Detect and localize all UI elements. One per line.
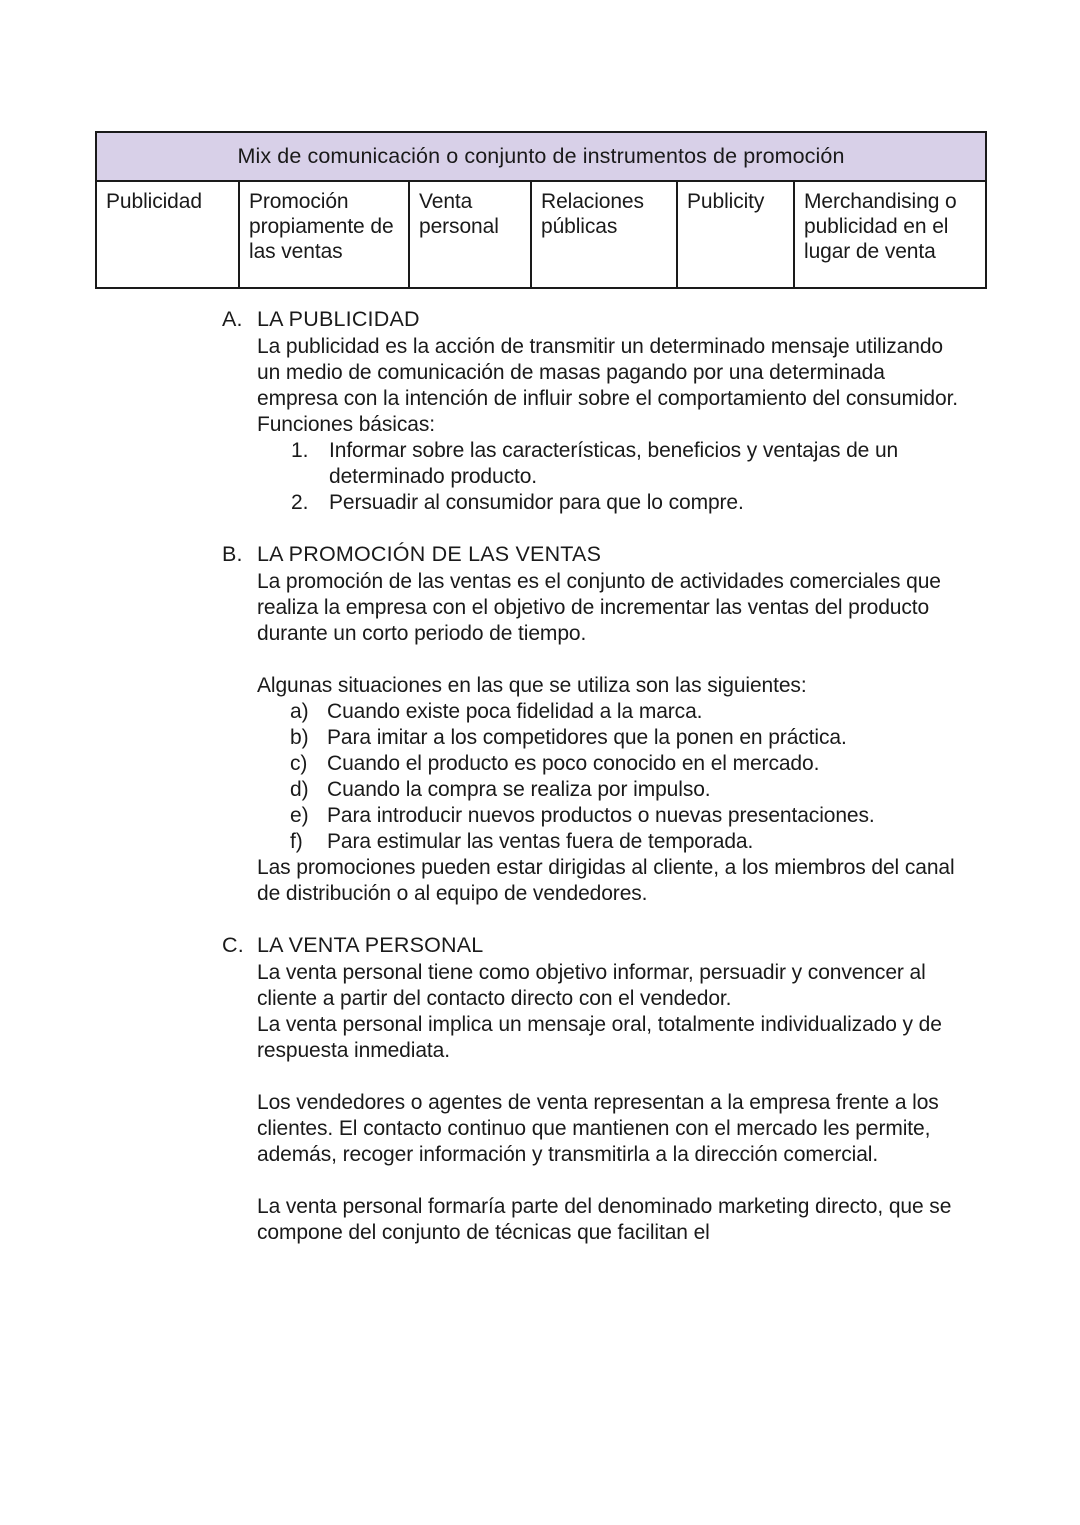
section-b-list <box>257 699 962 855</box>
section-a-paragraph-2: Funciones básicas: <box>257 413 435 436</box>
section-b-marker: B. <box>222 542 243 566</box>
list-marker: d) <box>290 778 309 801</box>
list-item <box>257 699 962 725</box>
list-item <box>257 803 962 829</box>
list-item-text: Para estimular las ventas fuera de temporada. <box>327 830 754 853</box>
table-cell-venta-personal: Venta personal <box>409 181 531 288</box>
section-b-paragraph-1: La promoción de las ventas es el conjunto de actividades comerciales que realiza la empresa con el objetivo de incrementar las ventas del producto durante un corto periodo de tiempo. <box>257 570 941 645</box>
section-c-paragraph-1: La venta personal tiene como objetivo informar, persuadir y convencer al cliente a partir del contacto directo con el vendedor. <box>257 961 926 1010</box>
section-c-heading <box>222 931 962 960</box>
section-c-paragraph-4: La venta personal formaría parte del denominado marketing directo, que se compone del conjunto de técnicas que facilitan el <box>257 1195 952 1244</box>
table-cell-publicidad: Publicidad <box>96 181 239 288</box>
list-item <box>257 751 962 777</box>
section-b-heading <box>222 540 962 569</box>
section-c-paragraph-3: Los vendedores o agentes de venta representan a la empresa frente a los clientes. El contacto continuo que mantienen con el mercado les permite, además, recoger información y transmitirla a la dirección comercial. <box>257 1091 939 1166</box>
list-item-text: Informar sobre las características, beneficios y ventajas de un determinado producto. <box>329 439 899 488</box>
list-item-text: Persuadir al consumidor para que lo compre. <box>329 491 744 514</box>
table-cell-publicity: Publicity <box>677 181 794 288</box>
list-item-text: Cuando existe poca fidelidad a la marca. <box>327 700 703 723</box>
section-a-paragraph-1: La publicidad es la acción de transmitir un determinado mensaje utilizando un medio de comunicación de masas pagando por una determinada empresa con la intención de influir sobre el comportamiento del consumidor. <box>257 335 959 410</box>
list-item <box>257 438 962 490</box>
list-marker: c) <box>290 752 308 775</box>
table-header-title: Mix de comunicación o conjunto de instrumentos de promoción <box>96 132 986 181</box>
list-item <box>257 725 962 751</box>
list-item-text: Cuando el producto es poco conocido en el mercado. <box>327 752 820 775</box>
table-row <box>96 181 986 288</box>
section-b <box>222 540 962 907</box>
section-a <box>222 305 962 516</box>
section-c <box>222 931 962 1246</box>
list-marker: b) <box>290 726 309 749</box>
list-item-text: Para imitar a los competidores que la ponen en práctica. <box>327 726 847 749</box>
section-b-closing-paragraph: Las promociones pueden estar dirigidas al cliente, a los miembros del canal de distribución o al equipo de vendedores. <box>257 856 955 905</box>
section-a-title: LA PUBLICIDAD <box>257 307 420 331</box>
list-marker: a) <box>290 700 309 723</box>
table-cell-relaciones-publicas: Relaciones públicas <box>531 181 677 288</box>
table-header-row <box>96 132 986 181</box>
list-item <box>257 829 962 855</box>
document-body <box>222 305 962 1246</box>
list-marker: 2. <box>291 491 309 514</box>
list-marker: f) <box>290 830 303 853</box>
section-a-content <box>222 334 962 516</box>
list-item-text: Para introducir nuevos productos o nuevas presentaciones. <box>327 804 875 827</box>
mix-comunicacion-table <box>95 131 987 289</box>
section-c-content <box>222 960 962 1246</box>
section-b-paragraph-2: Algunas situaciones en las que se utiliza son las siguientes: <box>257 674 807 697</box>
list-marker: e) <box>290 804 309 827</box>
section-a-heading <box>222 305 962 334</box>
section-b-content <box>222 569 962 907</box>
section-c-marker: C. <box>222 933 244 957</box>
list-item <box>257 490 962 516</box>
section-c-paragraph-2: La venta personal implica un mensaje oral, totalmente individualizado y de respuesta inmediata. <box>257 1013 942 1062</box>
table-cell-promocion-ventas: Promoción propiamente de las ventas <box>239 181 409 288</box>
section-a-list <box>257 438 962 516</box>
section-a-marker: A. <box>222 307 243 331</box>
section-c-title: LA VENTA PERSONAL <box>257 933 484 957</box>
list-item-text: Cuando la compra se realiza por impulso. <box>327 778 711 801</box>
table-cell-merchandising: Merchandising o publicidad en el lugar de venta <box>794 181 986 288</box>
list-marker: 1. <box>291 439 309 462</box>
section-b-title: LA PROMOCIÓN DE LAS VENTAS <box>257 542 602 566</box>
list-item <box>257 777 962 803</box>
